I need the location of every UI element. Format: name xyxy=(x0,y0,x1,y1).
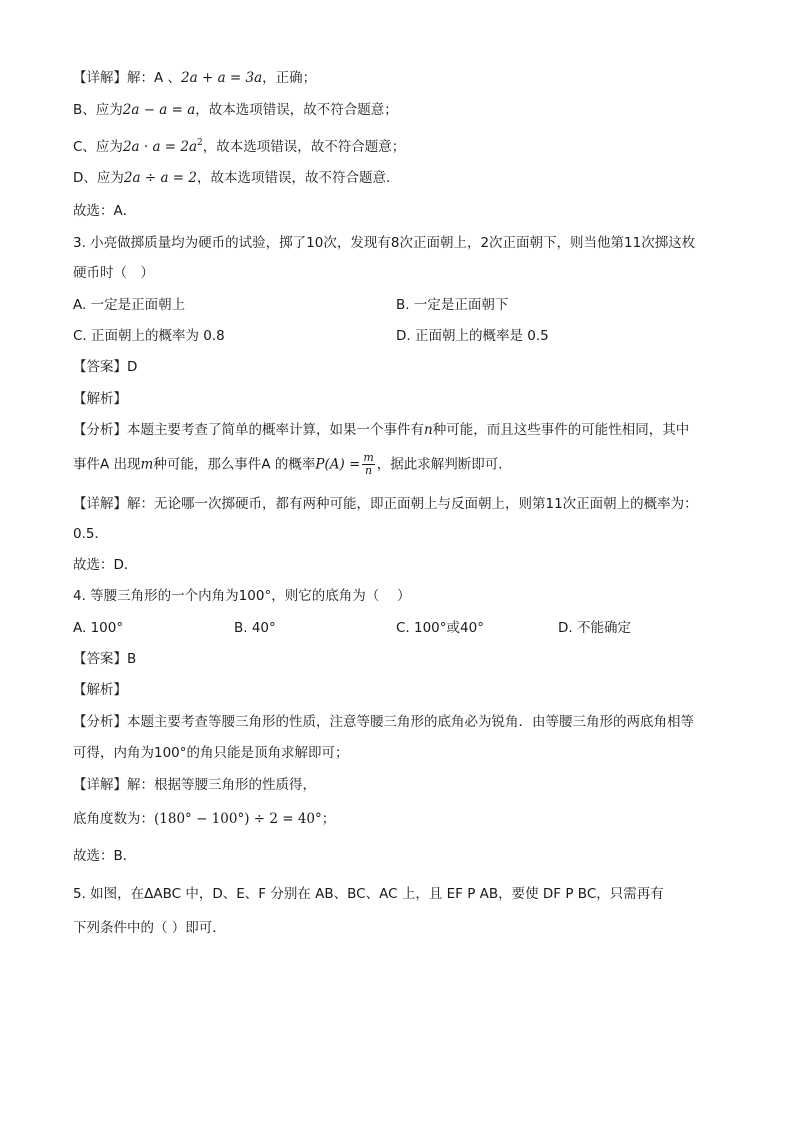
fraction-numerator: m xyxy=(363,451,374,464)
text: 事件A 出现 xyxy=(73,456,141,473)
math-expression: 2a ÷ a = 2 xyxy=(123,170,197,186)
text: 【详解】解：A 、 xyxy=(73,70,182,86)
text: ，故本选项错误，故不符合题意； xyxy=(202,139,406,155)
question-3-detail: 【详解】解：无论哪一次掷硬币，都有两种可能，即正面朝上与反面朝上，则第11次正面朝上的概率为： xyxy=(73,496,698,512)
solution-line-c xyxy=(73,133,405,157)
math-variable: n xyxy=(424,422,433,438)
text: ，故本选项错误，故不符合题意． xyxy=(196,170,400,186)
text: ； xyxy=(321,811,336,827)
math-expression: 2a − a = a xyxy=(122,102,196,118)
question-3-fenxi-2 xyxy=(73,452,512,477)
question-3-detail-cont: 0.5． xyxy=(73,526,108,542)
fraction xyxy=(362,452,374,477)
question-4-detail: 【详解】解：根据等腰三角形的性质得， xyxy=(73,777,316,793)
question-4-option-c: C. 100°或40° xyxy=(396,620,484,636)
question-3-choice: 故选：D． xyxy=(73,557,138,573)
text: ，正确； xyxy=(262,70,317,86)
fraction-denominator: n xyxy=(365,464,373,477)
solution-line-d xyxy=(73,168,399,188)
text: C、应为 xyxy=(73,139,123,155)
question-3-fenxi-1 xyxy=(73,420,689,440)
question-5-stem: 5. 如图，在ΔABC 中，D、E、F 分别在 AB、BC、AC 上，且 EF P AB，要使 DF P BC，只需再有 xyxy=(73,886,664,902)
math-expression: 2a · a = 2a xyxy=(122,139,198,155)
question-4-answer: 【答案】B xyxy=(73,651,137,667)
question-3-option-d: D. 正面朝上的概率是 0.5 xyxy=(396,328,549,344)
question-4-option-d: D. 不能确定 xyxy=(558,620,631,636)
question-4-option-b: B. 40° xyxy=(234,620,276,636)
text: 【分析】本题主要考查了简单的概率计算，如果一个事件有 xyxy=(73,422,424,438)
answer-choice-line: 故选：A． xyxy=(73,203,137,219)
text: ，据此求解判断即可． xyxy=(376,456,512,473)
text: 底角度数为： xyxy=(73,811,154,827)
question-5-stem-cont: 下列条件中的（ ）即可． xyxy=(73,920,226,936)
math-expression: 2a + a = 3a xyxy=(181,70,263,86)
question-3-option-a: A. 一定是正面朝上 xyxy=(73,297,186,313)
exponent: 2 xyxy=(197,138,203,148)
question-4-fenxi-1: 【分析】本题主要考查等腰三角形的性质，注意等腰三角形的底角必为锐角．由等腰三角形的两底角相等 xyxy=(73,714,694,730)
text: ，故本选项错误，故不符合题意； xyxy=(195,102,398,118)
text: 种可能，而且这些事件的可能性相同，其中 xyxy=(432,422,690,438)
solution-line-a xyxy=(73,68,316,88)
question-3-analysis-label: 【解析】 xyxy=(73,391,127,407)
question-3-answer: 【答案】D xyxy=(73,359,138,375)
question-3-stem: 3. 小亮做掷质量均为硬币的试验，掷了10次，发现有8次正面朝上，2次正面朝下，则当他第11次掷这枚 xyxy=(73,235,696,251)
math-expression: (180° − 100°) ÷ 2 = 40° xyxy=(154,811,322,827)
question-4-stem: 4. 等腰三角形的一个内角为100°，则它的底角为（ ） xyxy=(73,588,411,604)
question-4-choice: 故选：B． xyxy=(73,848,137,864)
math-expression: P(A) = xyxy=(315,456,361,473)
math-variable: m xyxy=(140,456,154,473)
question-4-fenxi-2: 可得，内角为100°的角只能是顶角求解即可； xyxy=(73,745,349,761)
question-4-option-a: A. 100° xyxy=(73,620,124,636)
solution-line-b xyxy=(73,100,398,120)
text: B、应为 xyxy=(73,102,123,118)
text: D、应为 xyxy=(73,170,124,186)
question-3-option-b: B. 一定是正面朝下 xyxy=(396,297,509,313)
question-4-analysis-label: 【解析】 xyxy=(73,682,127,698)
question-3-stem-cont: 硬币时（ ） xyxy=(73,265,154,281)
question-3-option-c: C. 正面朝上的概率为 0.8 xyxy=(73,328,225,344)
text: 种可能，那么事件A 的概率 xyxy=(153,456,316,473)
question-4-calc xyxy=(73,809,335,829)
